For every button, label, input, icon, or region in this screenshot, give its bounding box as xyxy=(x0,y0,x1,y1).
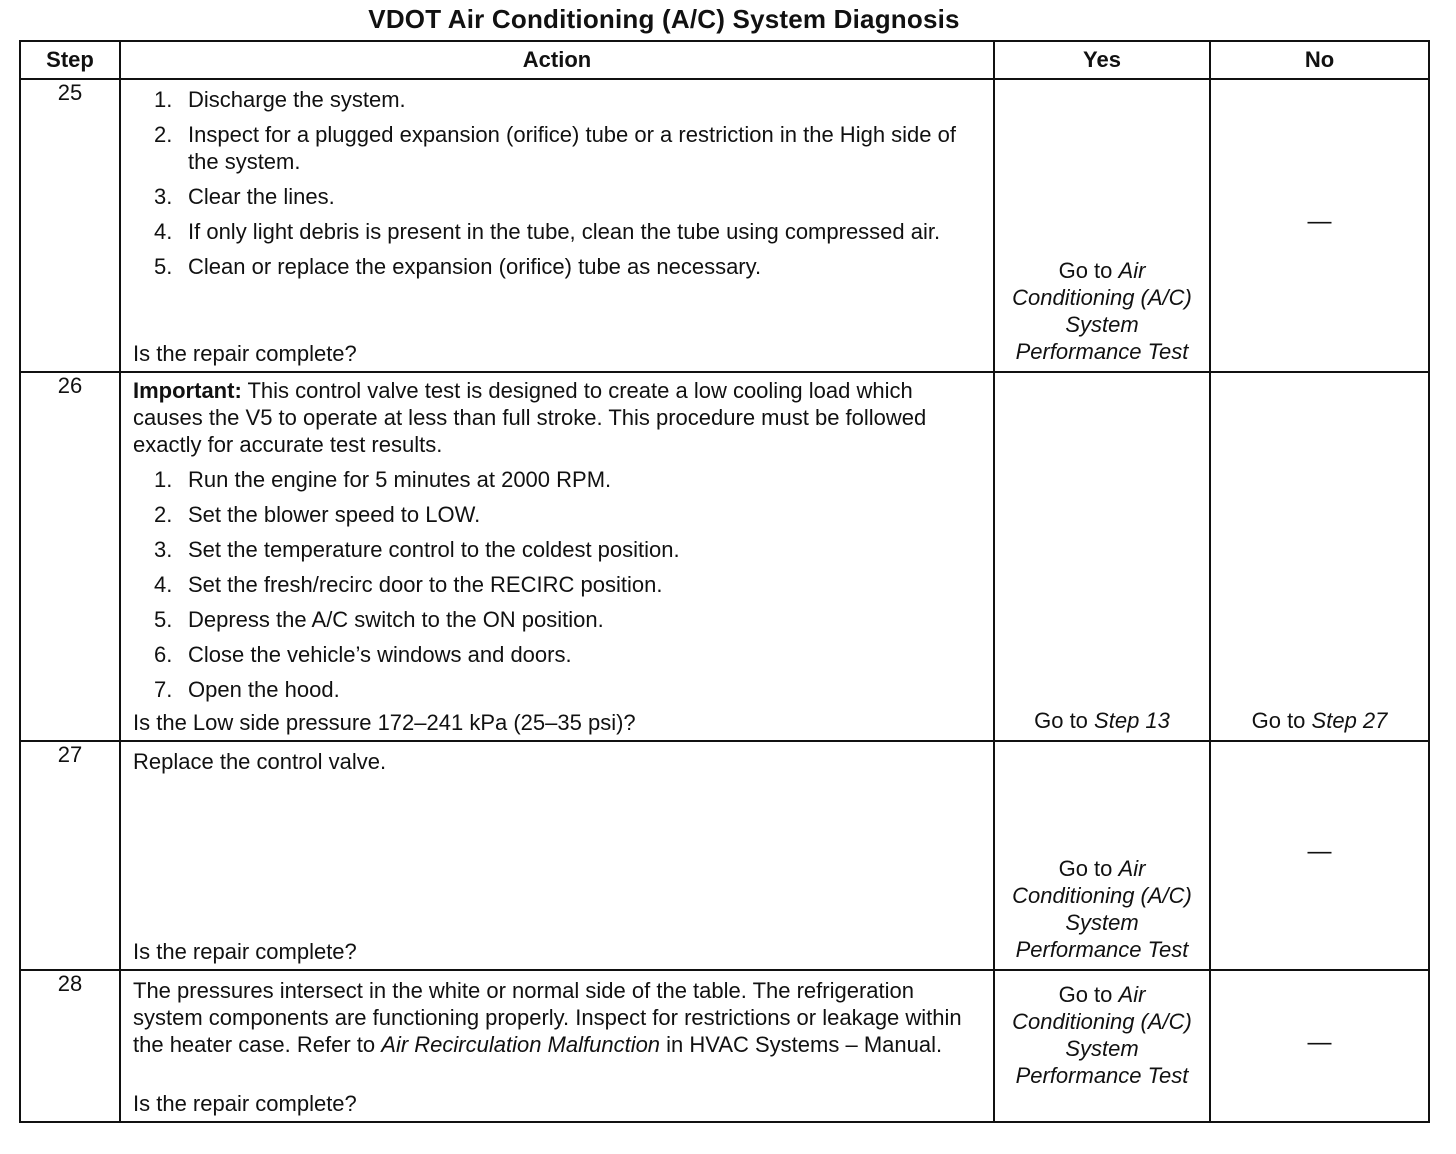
list-item: 1. Run the engine for 5 minutes at 2000 RPM. xyxy=(154,467,612,492)
list-item: 5. Depress the A/C switch to the ON position. xyxy=(154,607,604,632)
goto-prefix: Go to xyxy=(1058,856,1113,881)
question-text: Is the repair complete? xyxy=(133,341,357,366)
yes-cell xyxy=(994,79,1210,372)
important-label: Important: xyxy=(133,378,242,403)
no-cell xyxy=(1210,970,1429,1122)
step-number: 27 xyxy=(20,741,120,970)
goto-prefix: Go to xyxy=(1058,258,1113,283)
no-dash: — xyxy=(1307,208,1332,235)
step-number: 26 xyxy=(20,372,120,741)
no-dash: — xyxy=(1307,1029,1332,1056)
goto-reference-link[interactable]: Air Conditioning (A/C) System Performance Test xyxy=(1012,258,1192,364)
important-text: This control valve test is designed to create a low cooling load which causes the V5 to operate at less than full stroke. This procedure must be followed exactly for accurate test results. xyxy=(133,378,927,457)
table-row-step-27 xyxy=(20,741,1429,970)
list-item: 2. Inspect for a plugged expansion (orifice) tube or a restriction in the High side of the system. xyxy=(154,122,956,174)
action-cell xyxy=(120,372,994,741)
header-action: Action xyxy=(120,41,994,79)
list-item: 5. Clean or replace the expansion (orifice) tube as necessary. xyxy=(154,254,762,279)
step-number: 25 xyxy=(20,79,120,372)
list-item: 3. Clear the lines. xyxy=(154,184,335,209)
header-step: Step xyxy=(20,41,120,79)
yes-cell xyxy=(994,372,1210,741)
procedure-list xyxy=(133,86,979,280)
list-item: 4. Set the fresh/recirc door to the RECIRC position. xyxy=(154,572,663,597)
page-title: VDOT Air Conditioning (A/C) System Diagnosis xyxy=(368,4,960,34)
table-row-step-26 xyxy=(20,372,1429,741)
procedure-list xyxy=(133,466,979,703)
reference-link[interactable]: Air Recirculation Malfunction xyxy=(381,1032,661,1057)
list-item: 7. Open the hood. xyxy=(154,677,340,702)
question-text: Is the repair complete? xyxy=(133,939,357,964)
question-text: Is the Low side pressure 172–241 kPa (25–35 psi)? xyxy=(133,710,636,735)
important-note xyxy=(133,377,979,458)
list-item: 6. Close the vehicle’s windows and doors. xyxy=(154,642,572,667)
goto-prefix: Go to xyxy=(1251,708,1306,733)
yes-cell xyxy=(994,741,1210,970)
action-text: The pressures intersect in the white or normal side of the table. The refrigeration system components are functioning properly. Inspect for restrictions or leakage within the heater case. Refer to Air Recirculation Malfunction in HVAC Systems – Manual. xyxy=(133,978,962,1057)
no-cell xyxy=(1210,741,1429,970)
header-yes: Yes xyxy=(994,41,1210,79)
goto-reference-link[interactable]: Air Conditioning (A/C) System Performance Test xyxy=(1012,856,1192,962)
no-cell xyxy=(1210,372,1429,741)
table-row-step-25 xyxy=(20,79,1429,372)
list-item: 2. Set the blower speed to LOW. xyxy=(154,502,481,527)
header-row xyxy=(20,41,1429,79)
diagnosis-table xyxy=(19,40,1430,1123)
list-item: 3. Set the temperature control to the coldest position. xyxy=(154,537,680,562)
list-item: 4. If only light debris is present in the tube, clean the tube using compressed air. xyxy=(154,219,941,244)
goto-reference-link[interactable]: Step 13 xyxy=(1094,708,1170,733)
step-number: 28 xyxy=(20,970,120,1122)
goto-reference-link[interactable]: Air Conditioning (A/C) System Performance Test xyxy=(1012,982,1192,1088)
no-cell xyxy=(1210,79,1429,372)
question-text: Is the repair complete? xyxy=(133,1091,357,1116)
goto-reference-link[interactable]: Step 27 xyxy=(1311,708,1388,733)
header-no: No xyxy=(1210,41,1429,79)
goto-prefix: Go to xyxy=(1058,982,1113,1007)
table-row-step-28 xyxy=(20,970,1429,1122)
list-item: 1. Discharge the system. xyxy=(154,87,406,112)
no-dash: — xyxy=(1307,838,1332,865)
yes-cell xyxy=(994,970,1210,1122)
action-cell xyxy=(120,79,994,372)
action-text: Replace the control valve. xyxy=(133,749,387,774)
action-cell xyxy=(120,970,994,1122)
action-cell xyxy=(120,741,994,970)
goto-prefix: Go to xyxy=(1034,708,1088,733)
